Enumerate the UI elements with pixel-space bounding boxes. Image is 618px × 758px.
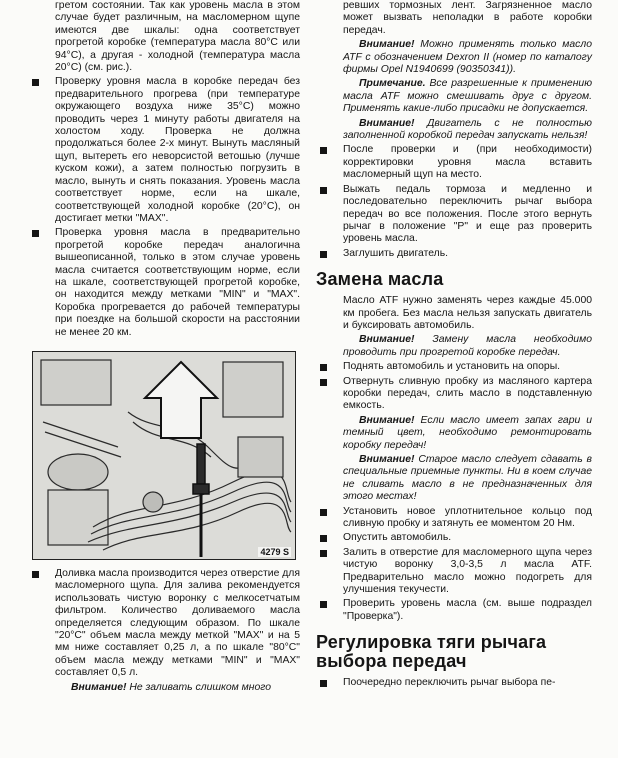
warning-label: Внимание!: [359, 454, 415, 465]
warning-label: Внимание!: [71, 681, 127, 693]
warning-disposal: [316, 454, 592, 504]
warning-overfill: [28, 682, 300, 694]
engine-bay-figure: [32, 351, 296, 560]
paragraph-continued-right: ревших тормозных лент. Загрязненное масло может вызвать неполадки в работе коробки передач.: [343, 0, 592, 36]
bullet-insert-dipstick: После проверки и (при необходимости) корректировки уровня масла вставить масломерный щуп на место.: [316, 144, 592, 181]
warning-text: Старое масло следует сдавать в специальные приемные пункты. Ни в коем случае не сливать масло в не предназначенных для этого местах!: [343, 454, 592, 503]
warning-text: Можно применять только масло ATF с обозначением Dexron II (номер по каталогу фирмы Opel N1940699 (90350341)).: [343, 39, 592, 76]
warning-label: Внимание!: [359, 334, 415, 346]
bullet-check-level: Проверить уровень масла (см. выше подраздел "Проверка").: [316, 598, 592, 623]
warning-text: Не заливать слишком много: [129, 681, 272, 693]
warning-burnt-oil: [316, 415, 592, 452]
warning-label: Внимание!: [359, 39, 415, 51]
warning-atf-type: [316, 39, 592, 76]
warning-text: Замену масла необходимо проводить при прогретой коробке передач.: [343, 334, 592, 358]
bullet-raise-car: Поднять автомобиль и установить на опоры.: [316, 361, 592, 373]
bullet-new-seal: Установить новое уплотнительное кольцо под сливную пробку и затянуть ее моментом 20 Нм.: [316, 506, 592, 531]
warning-text: Двигатель с не полностью заполненной коробкой передач запускать нельзя!: [343, 117, 592, 142]
bullet-topping-up: Доливка масла производится через отверстие для масломерного щупа. Для залива рекомендуется использовать чистую воронку с мелкосетчатым фильтром. Количество доливаемого масла определяется следующим образом. По шкале "20°С" объем масла между меткой "МАХ" и на 5 мм ниже составляет 0,25 л, а по шкале "80°С" объем масла между метками "MIN" и "МАХ" составляет 0,5 л.: [28, 568, 300, 680]
bullet-lower-car: Опустить автомобиль.: [316, 532, 592, 544]
bullet-stop-engine: Заглушить двигатель.: [316, 248, 592, 260]
note-label: Примечание.: [359, 78, 426, 90]
left-column: [28, 0, 300, 696]
warning-engine-start: [316, 118, 592, 143]
bullet-drain-plug: Отвернуть сливную пробку из масляного картера коробки передач, слить масло в подставленную емкость.: [316, 376, 592, 413]
bullet-warm-check: Проверка уровня масла в предварительно прогретой коробке передач аналогична вышеописанной, только в этом случае уровень масла считается соответствующим норме, если на шкале, соответствующей прогретой коробке, он находится между метками "MIN" и "МАХ". Коробка прогревается до рабочей температуры при поездке на большой скорости на расстоянии не менее 20 км.: [28, 227, 300, 339]
section-heading-linkage-adjust: Регулировка тяги рычага выбора передач: [316, 632, 547, 672]
bullet-fill-oil: Залить в отверстие для масломерного щупа через чистую воронку 3,0-3,5 л масла ATF. Предварительно масло можно подогреть для улучшения текучести.: [316, 547, 592, 597]
paragraph-continued: гретом состоянии. Так как уровень масла в этом случае будет различным, на масломерном щупе имеются две шкалы: одна соответствует прогретой коробке (температура масла 80°С или 94°С), а другая - холодной (температура масла 20°С) (см. рис.).: [55, 0, 300, 74]
engine-illustration: [33, 352, 295, 559]
warning-warm-change: [316, 334, 592, 359]
warning-label: Внимание!: [359, 414, 415, 426]
bullet-cold-check: Проверку уровня масла в коробке передач без предварительного прогрева (при температуре окружающего воздуха ниже 35°С) можно проводить через 1 минуту работы двигателя на холостом ходу. Проверка не должна продолжаться более 2-х минут. Вынуть масляный щуп, вытереть его неворсистой ветошью (лучше куском кожи), а затем полностью погрузить в масло, вынуть и снять показания. Уровень масла соответствует норме, если на шкале, соответствующей холодной коробке (20°С), он достигает метки "МАХ".: [28, 76, 300, 225]
right-column: [316, 0, 592, 692]
warning-label: Внимание!: [359, 117, 415, 129]
paragraph-oil-interval: Масло ATF нужно заменять через каждые 45.000 км пробега. Без масла нельзя запускать двигатель и буксировать автомобиль.: [343, 295, 592, 331]
section-heading-oil-change: Замена масла: [316, 269, 444, 290]
bullet-shift-positions: Выжать педаль тормоза и медленно и последовательно переключить рычаг выбора передач во все положения. После этого вернуть рычаг в положение "Р" и еще раз проверить уровень масла.: [316, 184, 592, 246]
warning-text: Если масло имеет запах гари и темный цвет, необходимо ремонтировать коробку передач!: [343, 414, 593, 451]
note-text: Все разрешенные к применению масла ATF можно смешивать друг с другом. Применять какие-либо присадки не допускается.: [343, 78, 593, 115]
bullet-shift-sequence: Поочередно переключить рычаг выбора пе-: [316, 677, 592, 689]
figure-code: 4279 S: [260, 546, 289, 557]
note-mixing: [316, 78, 592, 115]
